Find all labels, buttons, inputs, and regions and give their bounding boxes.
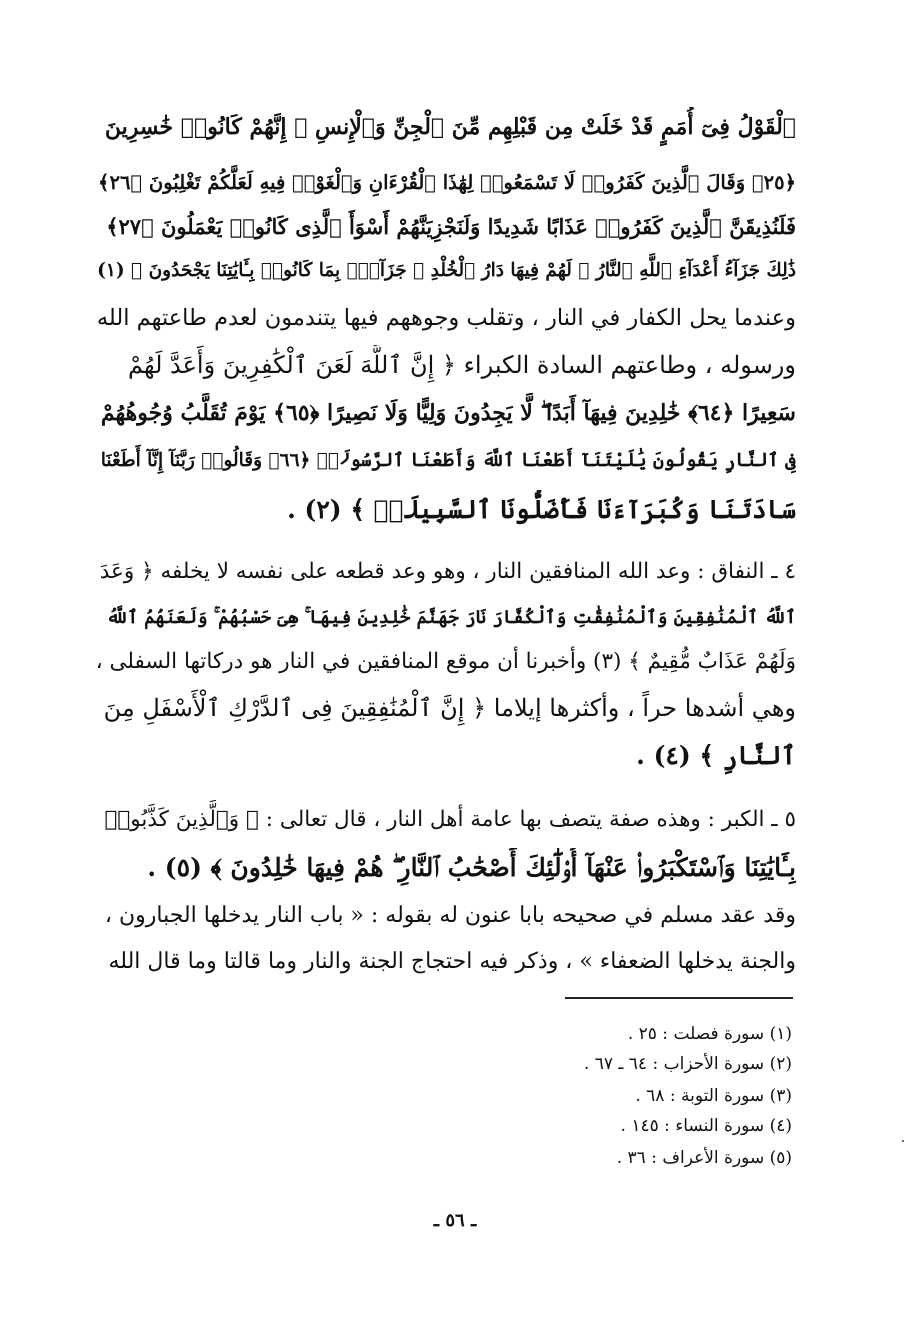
text-line: وهي أشدها حراً ، وأكثرها إيلاما ﴿ إِنَّ ٱلْمُنَٰفِقِينَ فِى ٱلدَّرْكِ ٱلْأَسْفَلِ مِنَ xyxy=(103,694,796,722)
page-number: ـ ٥٦ ـ xyxy=(433,1210,477,1231)
numbered-item-5: ٥ ـ الكبر : وهذه صفة يتصف بها عامة أهل النار ، قال تعالى : ﴿ وَٱلَّذِينَ كَذَّبُوا۟ xyxy=(104,807,796,832)
text-line: فَلَنُذِيقَنَّ ٱلَّذِينَ كَفَرُوا۟ عَذَابًا شَدِيدًا وَلَنَجْزِيَنَّهُمْ أَسْوَأَ ٱلَّذِى كَانُوا۟ يَعْمَلُونَ ﴿٢٧﴾ xyxy=(106,214,796,239)
text-line: والجنة يدخلها الضعفاء » ، وذكر فيه احتجاج الجنة والنار وما قالتا وما قال الله xyxy=(108,949,796,974)
footnote: (٣) سورة التوبة : ٦٨ . xyxy=(635,1086,792,1106)
scan-speck xyxy=(902,1140,904,1142)
text-line: بِـَٔايَٰتِنَا وَٱسْتَكْبَرُوا۟ عَنْهَآ أُو۟لَٰٓئِكَ أَصْحَٰبُ ٱلنَّارِ ۖ هُمْ فِيهَا خَٰلِدُونَ ﴾ (٥) . xyxy=(147,853,796,882)
footnote: (٤) سورة النساء : ١٤٥ . xyxy=(620,1116,792,1136)
footnote: (١) سورة فصلت : ٢٥ . xyxy=(627,1024,792,1044)
text-line: سَادَتَنَا وَكُبَرَآءَنَا فَأَضَلُّونَا ٱلسَّبِيلَا۠ ﴾ (٢) . xyxy=(287,495,796,524)
text-line: فِى ٱلنَّارِ يَقُولُونَ يَٰلَيْتَنَآ أَطَعْنَا ٱللَّهَ وَأَطَعْنَا ٱلرَّسُولَا۠ ﴿٦٦﴾ وَقَالُوا۟ رَبَّنَآ إِنَّآ أَطَعْنَا xyxy=(100,450,796,471)
text-line: ورسوله ، وطاعتهم السادة الكبراء ﴿ إِنَّ ٱللَّهَ لَعَنَ ٱلْكَٰفِرِينَ وَأَعَدَّ لَهُمْ xyxy=(128,351,796,379)
text-line: وَلَهُمْ عَذَابٌ مُّقِيمٌ ﴾ (٣) وأخبرنا أن موقع المنافقين في النار هو دركاتها السفلى ، xyxy=(96,649,796,674)
footnote: (٢) سورة الأحزاب : ٦٤ ـ ٦٧ . xyxy=(583,1054,792,1074)
text-line: وعندما يحل الكفار في النار ، وتقلب وجوههم فيها يتندمون لعدم طاعتهم الله xyxy=(96,305,796,331)
text-line: سَعِيرًا ﴿٦٤﴾ خَٰلِدِينَ فِيهَآ أَبَدًا ۖ لَّا يَجِدُونَ وَلِيًّا وَلَا نَصِيرًا ﴿٦٥﴾ يَوْمَ تُقَلَّبُ وُجُوهُهُمْ xyxy=(100,400,796,426)
text-line: ﴿٢٥﴾ وَقَالَ ٱلَّذِينَ كَفَرُوا۟ لَا تَسْمَعُوا۟ لِهَٰذَا ٱلْقُرْءَانِ وَٱلْغَوْا۟ فِيهِ لَعَلَّكُمْ تَغْلِبُونَ ﴿٢٦﴾ xyxy=(98,171,796,194)
numbered-item-4: ٤ ـ النفاق : وعد الله المنافقين النار ، وهو وعد قطعه على نفسه لا يخلفه ﴿ وَعَدَ xyxy=(99,559,796,584)
footnote-separator xyxy=(565,997,793,999)
text-line: ذَٰلِكَ جَزَآءُ أَعْدَآءِ ٱللَّهِ ٱلنَّارُ ۖ لَهُمْ فِيهَا دَارُ ٱلْخُلْدِ ۖ جَزَآءًۢ بِمَا كَانُوا۟ بِـَٔايَٰتِنَا يَجْحَدُونَ ﴾ (١) xyxy=(97,260,796,281)
footnote: (٥) سورة الأعراف : ٣٦ . xyxy=(616,1148,792,1168)
text-line: ٱللَّهُ ٱلْمُنَٰفِقِينَ وَٱلْمُنَٰفِقَٰتِ وَٱلْكُفَّارَ نَارَ جَهَنَّمَ خَٰلِدِينَ فِيهَا ۚ هِىَ حَسْبُهُمْ ۚ وَلَعَنَهُمُ ٱللَّهُ xyxy=(106,607,796,628)
text-line: ٱلنَّارِ ﴾ (٤) . xyxy=(636,741,796,770)
text-line: ٱلْقَوْلُ فِىٓ أُمَمٍ قَدْ خَلَتْ مِن قَبْلِهِم مِّنَ ٱلْجِنِّ وَٱلْإِنسِ ۖ إِنَّهُمْ كَانُوا۟ خَٰسِرِينَ xyxy=(104,114,796,140)
text-line: وقد عقد مسلم في صحيحه بابا عنون له بقوله : « باب النار يدخلها الجبارون ، xyxy=(104,903,796,928)
